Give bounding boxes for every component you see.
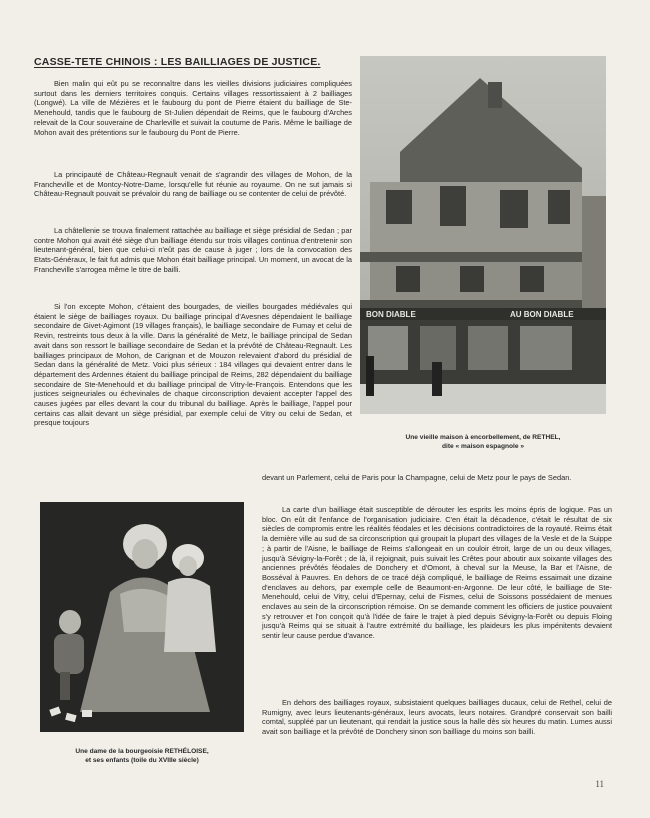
- painting-caption-line2: et ses enfants (toile du XVIIIe siècle): [85, 756, 199, 764]
- paragraph-6: En dehors des bailliages royaux, subsistaient quelques bailliages ducaux, celui de Rethel, celui de Rumigny, avec leurs lieutenants-généraux, leurs avocats, leurs notaires. Grandpré conservait son bailli comtal, suppléé par un lieutenant, qui rendait la justice sous la halle dès six heures du matin. Lumes aussi avait son bailliage et la prévôté de Donchery sinon son bailliage du moins son bailli.: [262, 698, 612, 737]
- house-caption: [360, 434, 606, 451]
- house-illustration: [360, 56, 606, 414]
- paragraph-4: Si l'on excepte Mohon, c'étaient des bourgades, de vieilles bourgades médiévales qui étaient le siège de bailliages royaux. Du bailliage principal d'Avesnes dépendaient le bailliage secondaire de Givet-Agimont (19 villages français), le bailliage secondaire de Fumay et celui de Revin, restreints tous deux à la ville. Dans la généralité de Metz, le bailliage principal de Sedan avait dans son ressort le bailliage secondaire de Sedan et la prévôté de Château-Regnault. Les bailliages principaux de Mohon, de Carignan et de Mouzon relevaient d'abord du présidial de Sedan dans la généralité de Metz. Voici plus sérieux : 184 villages qui devaient entrer dans le département des Ardennes étaient du bailliage principal de Reims, 282 dépendaient du bailliage secondaire de Ste-Menehould et du bailliage principal de Vitry-le-François. Entendons que les justices seigneuriales ou échevinales de chaque circonscription devaient accepter l'appel des causes jugées par elles devant la cour du tribunal du bailliage. Après le bailliage, l'appel pour certains cas allait devant un siège présidial, par exemple celui de Vitry ou celui de Sedan, et presque toujours: [34, 302, 352, 428]
- house-caption-line1: Une vieille maison à encorbellement, de RETHEL,: [405, 434, 561, 441]
- paragraph-2: La principauté de Château-Regnault venait de s'agrandir des villages de Mohon, de la Francheville et de Montcy-Notre-Dame, lorsqu'elle fut réunie au royaume. On ne sut jamais si Château-Regnault pouvait se prévaloir du rang de bailliage ou se contenter de celui de prévôté.: [34, 170, 352, 199]
- paragraph-4-continuation: devant un Parlement, celui de Paris pour la Champagne, celui de Metz pour le pays de Sedan.: [262, 473, 572, 482]
- house-photo: [360, 56, 606, 414]
- painting-photo: [40, 502, 244, 732]
- painting-illustration: [40, 502, 244, 732]
- house-caption-line2: dite « maison espagnole »: [441, 442, 525, 450]
- paragraph-3: La châtellenie se trouva finalement rattachée au bailliage et siège présidial de Sedan ; par contre Mohon qui avait été siège d'un bailliage étendu sur trois villages continua d'entretenir son lieutenant-général, bien que celui-ci n'eût pas de cause à juger ; lors de la convocation des Etats-Généraux, le fait fut admis que Mohon était bailliage principal. Un moment, un avocat de la Francheville s'arrogea même le titre de bailli.: [34, 226, 352, 274]
- painting-caption: [40, 748, 244, 765]
- shop-sign-left: BON DIABLE: [366, 310, 416, 319]
- paragraph-1: Bien malin qui eût pu se reconnaître dans les vieilles divisions judiciaires compliquées surtout dans les derniers territoires conquis. Certains villages ressortissaient à 2 bailliages (Longwé). La ville de Mézières et le faubourg du pont de Pierre étaient du bailliage de Ste-Menehould, tandis que le faubourg de St-Julien dépendait de Reims, que le faubourg d'Arches relevait de la Cour souveraine de Charleville et suivait la coutume de Paris. Même le bailliage de Mohon avait des prétentions sur le faubourg du Pont de Pierre.: [34, 79, 352, 137]
- article-title: CASSE-TETE CHINOIS : LES BAILLIAGES DE JUSTICE.: [34, 56, 321, 68]
- shop-sign-right: AU BON DIABLE: [510, 310, 574, 319]
- paragraph-5: La carte d'un bailliage était susceptible de dérouter les esprits les moins épris de logique. Pas un bloc. On eût dit l'enfance de l'organisation judiciaire. C'en était la décadence, c'était le résultat de six siècles de compromis entre les réalités féodales et les décisions contradictoires de la royauté. Reims était la dernière ville au sud de sa circonscription qui groupait la plupart des villages de la Vesle et de la Suippe ; à partir de l'Aisne, le bailliage de Reims s'allongeait en un couloir étroit, large de un ou deux villages, jusqu'à Sévigny-la-Forêt ; de là, il rejoignait, puis suivait les Crêtes pour aboutir aux soixante villages des anciennes prévôtés féodales de Donchery et d'Omont, à cheval sur la Meuse, la Bar et l'Aisne, de Bosséval à Pauvres. En dehors de ce tracé déjà compliqué, le bailliage de Reims essaimait une dizaine d'enclaves au dehors, par exemple celle de Beaumont-en-Argonne. De leur côté, le bailliage de Ste-Menehould, celui de Vitry, celui d'Epernay, celui de Fismes, celui de Soissons possédaient de menues enclaves au sein de la circonscription rémoise. On se demande comment les officiers de justice pouvaient s'y retrouver et l'on conçoit qu'à l'idée de faire le trajet à pied depuis Sévigny-la-Forêt ou depuis Floing jusqu'à Reims qui se situait à l'autre extrémité du bailliage, les plaideurs les plus impénitents devaient sentir leur cause perdue d'avance.: [262, 505, 612, 641]
- painting-caption-line1: Une dame de la bourgeoisie RETHÉLOISE,: [75, 748, 209, 755]
- page-number: 11: [595, 779, 604, 789]
